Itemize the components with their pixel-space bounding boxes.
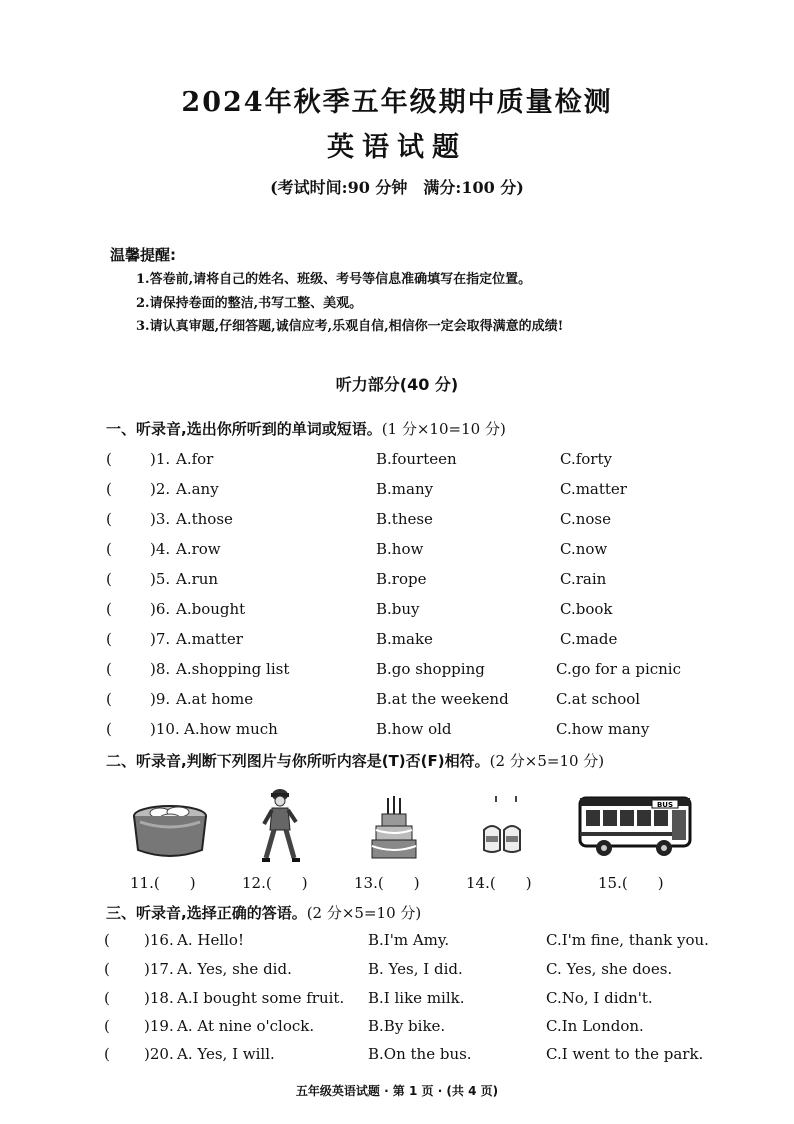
reminder-item: 2.请保持卷面的整洁,书写工整、美观。 [136, 296, 363, 311]
reminder-item: 1.答卷前,请将自己的姓名、班级、考号等信息准确填写在指定位置。 [136, 272, 532, 287]
option-a: A. At nine o'clock. [177, 1017, 315, 1035]
part2-heading [106, 750, 604, 771]
bus-sign-text: BUS [656, 801, 674, 809]
option-b: B.these [376, 510, 433, 528]
bus-image [578, 794, 694, 860]
exam-subject-title: 英语试题 [327, 132, 467, 163]
reminder-heading: 温馨提醒: [110, 246, 176, 264]
option-c: C.I went to the park. [546, 1045, 704, 1063]
option-b: B.many [376, 480, 434, 498]
question-number: )1. [150, 450, 171, 468]
answer-paren[interactable]: ( [104, 1017, 110, 1035]
question-row [0, 570, 794, 594]
option-c: C.No, I didn't. [546, 989, 653, 1007]
question-number: )10. [150, 720, 180, 738]
option-b: B.at the weekend [376, 690, 509, 708]
part3-heading [106, 902, 421, 923]
option-a: A.shopping list [176, 660, 290, 678]
option-c: C.matter [560, 480, 627, 498]
picture-answer-label[interactable]: 12.( ) [242, 874, 308, 892]
option-a: A. Yes, I will. [177, 1045, 275, 1063]
exam-title: 2024年秋季五年级期中质量检测 [181, 87, 613, 118]
exam-time-score: (考试时间:90 分钟 满分:100 分) [270, 178, 524, 197]
option-c: C.now [560, 540, 608, 558]
part3-title: 三、听录音,选择正确的答语。 [106, 904, 307, 922]
option-c: C.nose [560, 510, 611, 528]
answer-paren[interactable]: ( [106, 600, 112, 618]
question-number: )4. [150, 540, 171, 558]
option-b: B.make [376, 630, 433, 648]
question-number: )16. [144, 931, 174, 949]
option-b: B.how [376, 540, 424, 558]
question-row [0, 931, 794, 955]
answer-paren[interactable]: ( [106, 450, 112, 468]
option-c: C.at school [556, 690, 641, 708]
part1-heading [106, 418, 506, 439]
question-row [0, 660, 794, 684]
option-a: A.for [176, 450, 214, 468]
picture-answer-label[interactable]: 11.( ) [130, 874, 196, 892]
page-footer: 五年级英语试题 · 第 1 页 · (共 4 页) [295, 1084, 499, 1098]
question-row [0, 600, 794, 624]
option-b: B.I like milk. [368, 989, 465, 1007]
option-b: B.how old [376, 720, 452, 738]
answer-paren[interactable]: ( [106, 480, 112, 498]
question-number: )6. [150, 600, 171, 618]
option-b: B.buy [376, 600, 420, 618]
option-b: B.fourteen [376, 450, 457, 468]
question-row [0, 989, 794, 1013]
reminder-item: 3.请认真审题,仔细答题,诚信应考,乐观自信,相信你一定会取得满意的成绩! [136, 319, 564, 334]
answer-paren[interactable]: ( [106, 540, 112, 558]
option-c: C.I'm fine, thank you. [546, 931, 709, 949]
question-row [0, 720, 794, 744]
option-a: A.at home [176, 690, 254, 708]
answer-paren[interactable]: ( [106, 570, 112, 588]
option-a: A.I bought some fruit. [177, 989, 345, 1007]
question-row [0, 480, 794, 504]
listening-section-heading: 听力部分(40 分) [335, 375, 459, 394]
question-number: )9. [150, 690, 171, 708]
dumpling-bowl-image [130, 800, 210, 862]
option-a: A.matter [176, 630, 243, 648]
question-row [0, 630, 794, 654]
question-number: )3. [150, 510, 171, 528]
question-number: )7. [150, 630, 171, 648]
option-b: B. Yes, I did. [368, 960, 463, 978]
question-row [0, 960, 794, 984]
question-row [0, 690, 794, 714]
option-a: A. Hello! [177, 931, 244, 949]
answer-paren[interactable]: ( [106, 660, 112, 678]
question-row [0, 540, 794, 564]
option-c: C.In London. [546, 1017, 644, 1035]
option-c: C.rain [560, 570, 607, 588]
answer-paren[interactable]: ( [104, 1045, 110, 1063]
option-a: A.row [176, 540, 221, 558]
answer-paren[interactable]: ( [106, 510, 112, 528]
question-number: )17. [144, 960, 174, 978]
part1-title: 一、听录音,选出你所听到的单词或短语。 [106, 420, 382, 438]
option-a: A. Yes, she did. [177, 960, 292, 978]
option-c: C. Yes, she does. [546, 960, 673, 978]
answer-paren[interactable]: ( [106, 630, 112, 648]
answer-paren[interactable]: ( [106, 690, 112, 708]
question-number: )18. [144, 989, 174, 1007]
picture-answer-label[interactable]: 13.( ) [354, 874, 420, 892]
question-row [0, 1017, 794, 1041]
question-number: )19. [144, 1017, 174, 1035]
part2-title: 二、听录音,判断下列图片与你所听内容是(T)否(F)相符。 [106, 752, 490, 770]
option-b: B.go shopping [376, 660, 485, 678]
option-b: B.rope [376, 570, 427, 588]
milk-cups-image [478, 792, 528, 858]
option-a: A.run [176, 570, 219, 588]
question-row [0, 1045, 794, 1069]
option-c: C.go for a picnic [556, 660, 682, 678]
part1-score: (1 分×10=10 分) [381, 420, 506, 438]
option-b: B.On the bus. [368, 1045, 472, 1063]
answer-paren[interactable]: ( [104, 960, 110, 978]
walking-boy-image [258, 786, 304, 864]
option-a: A.those [176, 510, 233, 528]
question-number: )20. [144, 1045, 174, 1063]
option-c: C.made [560, 630, 618, 648]
question-number: )8. [150, 660, 171, 678]
option-a: A.bought [176, 600, 246, 618]
option-c: C.forty [560, 450, 612, 468]
option-c: C.how many [556, 720, 650, 738]
picture-answer-label[interactable]: 15.( ) [598, 874, 664, 892]
answer-paren[interactable]: ( [104, 931, 110, 949]
option-b: B.I'm Amy. [368, 931, 450, 949]
question-number: )2. [150, 480, 171, 498]
birthday-cake-image [370, 796, 418, 864]
question-row [0, 510, 794, 534]
picture-answer-label[interactable]: 14.( ) [466, 874, 532, 892]
option-a: A.how much [184, 720, 278, 738]
option-c: C.book [560, 600, 613, 618]
part2-score: (2 分×5=10 分) [489, 752, 605, 770]
option-b: B.By bike. [368, 1017, 446, 1035]
question-number: )5. [150, 570, 171, 588]
answer-paren[interactable]: ( [104, 989, 110, 1007]
part3-score: (2 分×5=10 分) [306, 904, 422, 922]
answer-paren[interactable]: ( [106, 720, 112, 738]
question-row [0, 450, 794, 474]
option-a: A.any [176, 480, 219, 498]
